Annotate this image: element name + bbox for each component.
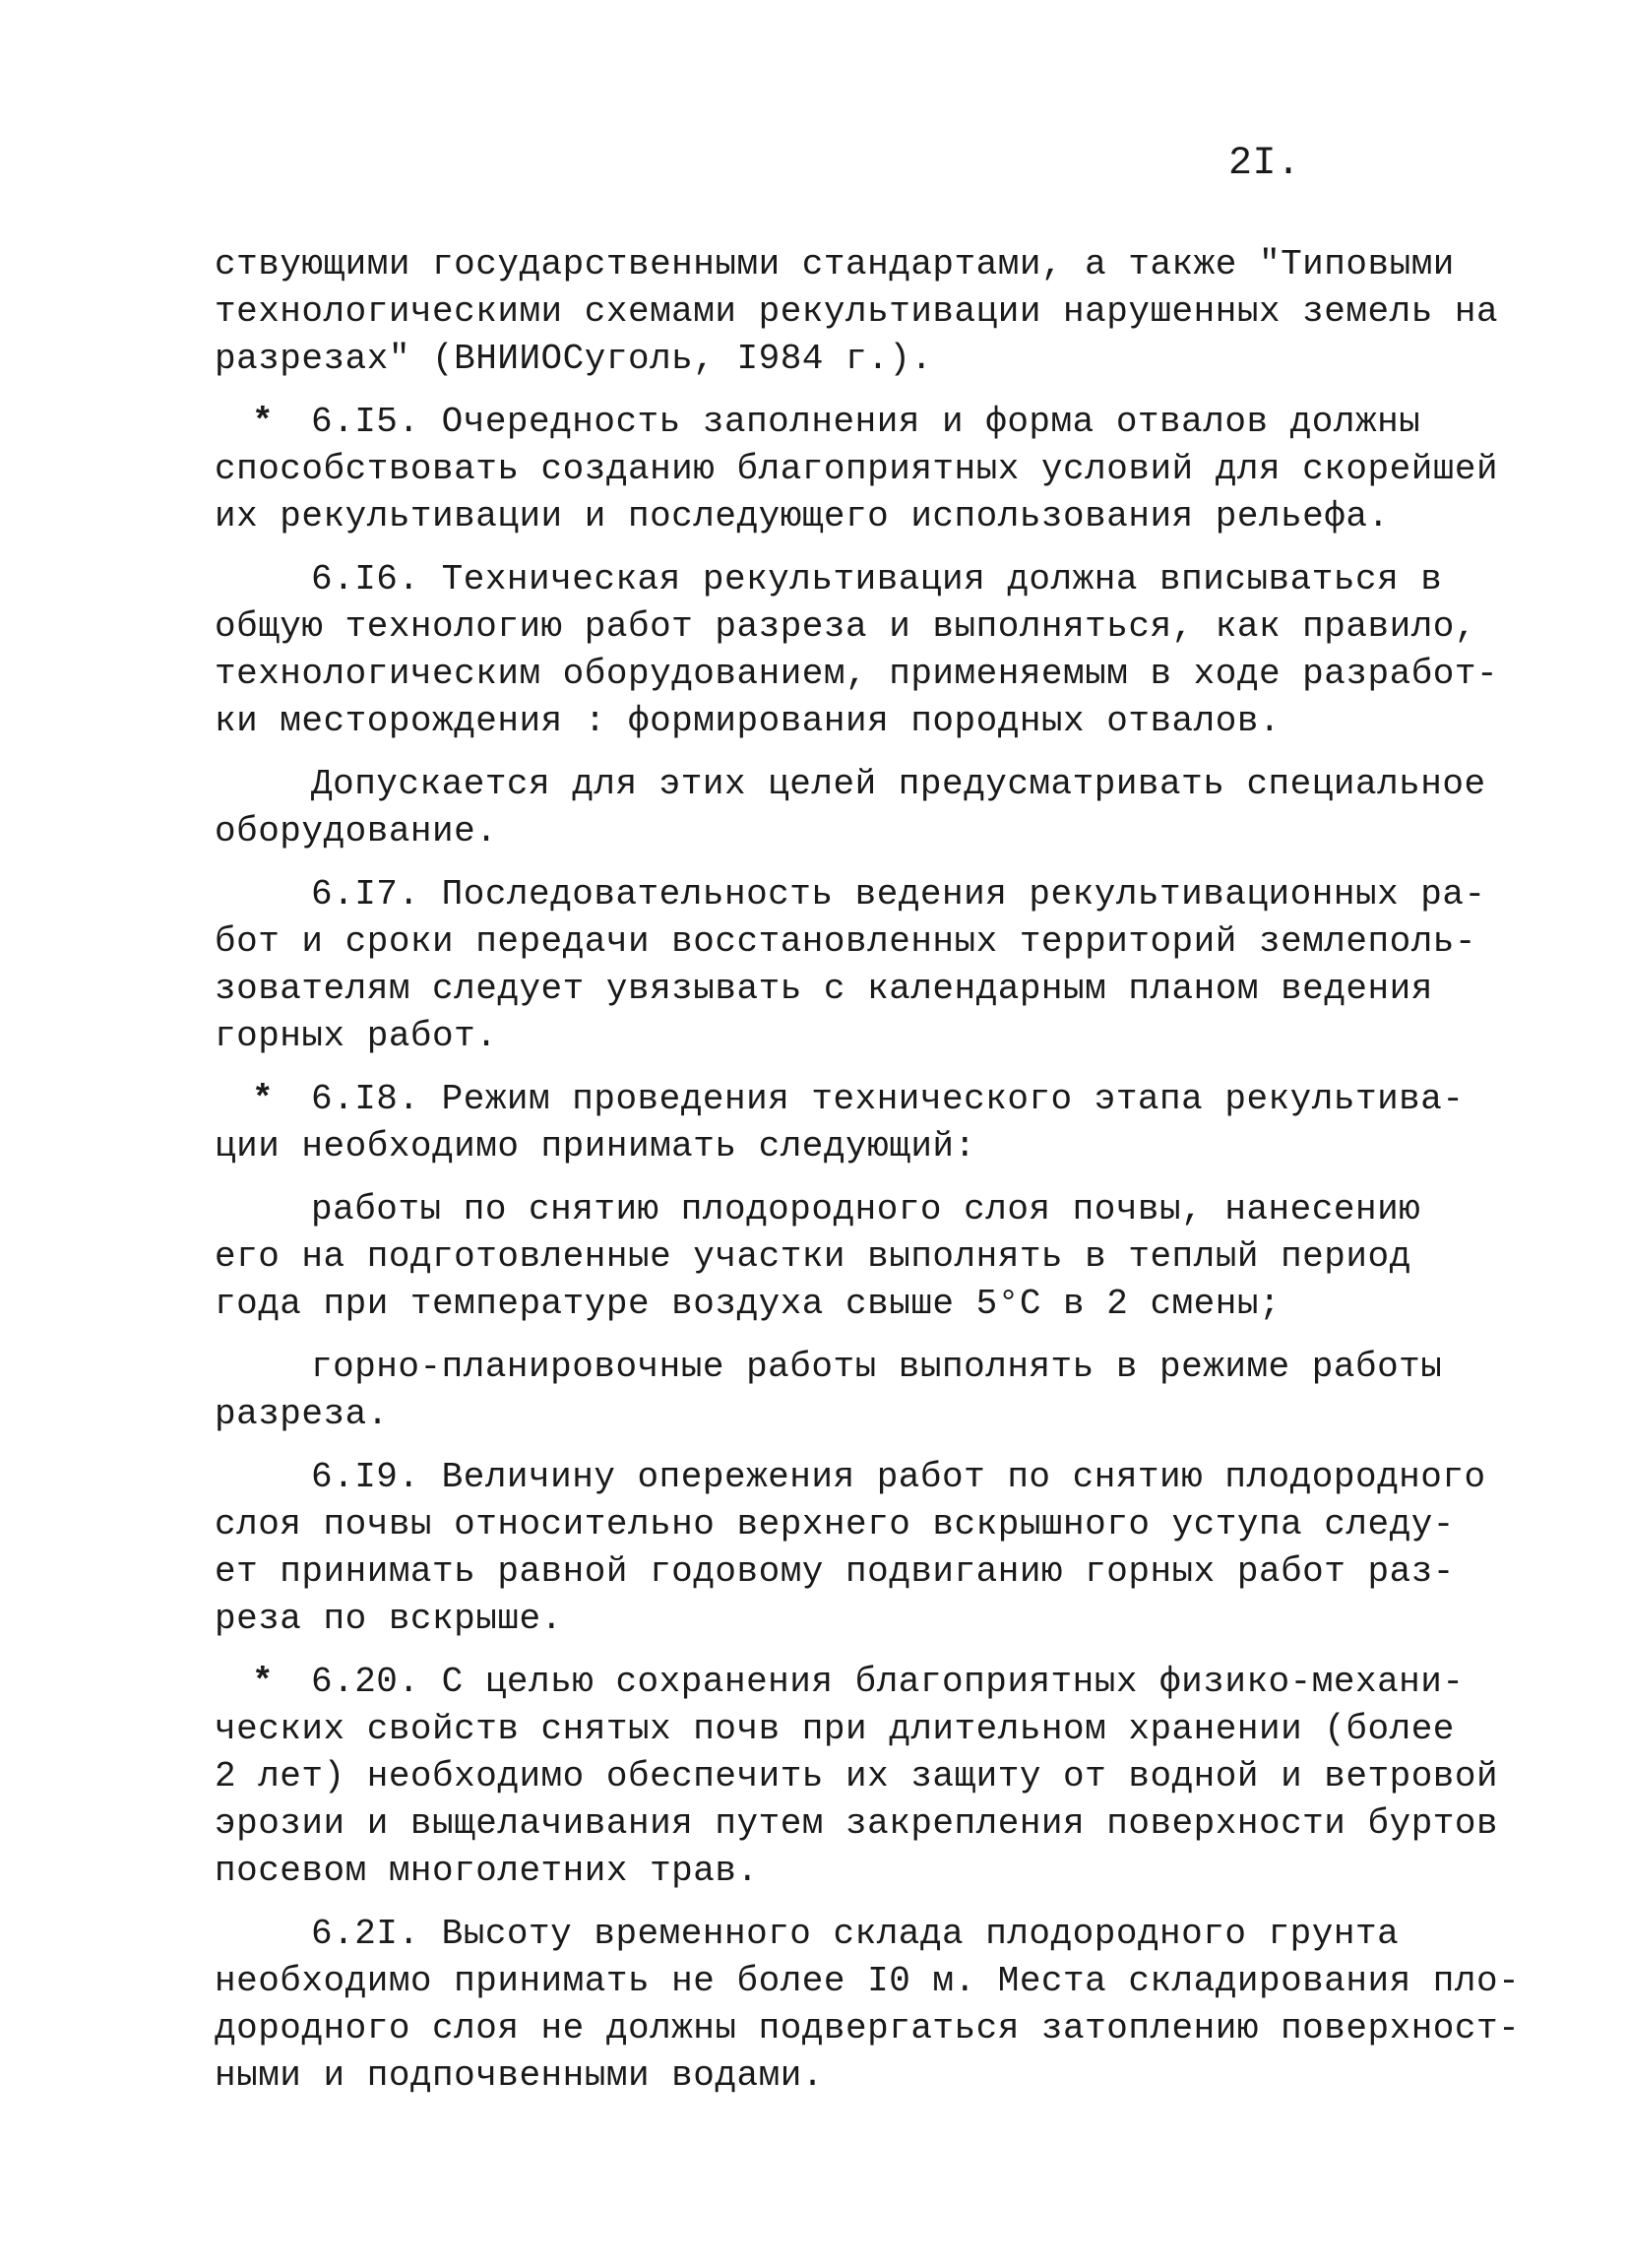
text-line: 6.I6. Техническая рекультивация должна вписываться в [311, 559, 1443, 599]
text-line: ными и подпочвенными водами. [215, 2055, 824, 2096]
text-line: необходимо принимать не более I0 м. Места складирования пло- [215, 1961, 1521, 2001]
paragraph-soil-removal [215, 1186, 1425, 1328]
paragraph-allowance [215, 761, 1486, 855]
paragraph-6-21 [215, 1911, 1521, 2100]
asterisk-mark: * [252, 402, 275, 442]
text-line: посевом многолетних трав. [215, 1851, 759, 1891]
text-line: слоя почвы относительно верхнего вскрышного уступа следу- [215, 1504, 1455, 1544]
text-line: 6.I5. Очередность заполнения и форма отвалов должны [311, 402, 1421, 442]
paragraph-6-17 [215, 871, 1486, 1060]
paragraph-6-19 [215, 1454, 1486, 1643]
text-line: ческих свойств снятых почв при длительном хранении (более [215, 1709, 1455, 1749]
text-line: 6.20. С целью сохранения благоприятных физико-механи- [311, 1662, 1465, 1702]
text-line: его на подготовленные участки выполнять в теплый период [215, 1236, 1411, 1277]
paragraph-6-20 [215, 1659, 1499, 1895]
text-line: 6.I7. Последовательность ведения рекультивационных ра- [311, 874, 1486, 914]
paragraph-continuation [215, 241, 1499, 383]
text-line: их рекультивации и последующего использования рельефа. [215, 496, 1390, 536]
text-line: Допускается для этих целей предусматривать специальное [311, 764, 1486, 804]
text-line: дородного слоя не должны подвергаться затоплению поверхност- [215, 2008, 1521, 2048]
text-line: разреза. [215, 1394, 389, 1434]
text-line: оборудование. [215, 811, 498, 851]
paragraph-6-15 [215, 399, 1499, 540]
text-line: реза по вскрыше. [215, 1599, 563, 1639]
text-line: технологическими схемами рекультивации нарушенных земель на [215, 291, 1499, 332]
asterisk-mark: * [252, 1662, 275, 1702]
text-line: горных работ. [215, 1016, 498, 1056]
text-line: ет принимать равной годовому подвиганию горных работ раз- [215, 1551, 1455, 1592]
text-line: 6.I8. Режим проведения технического этапа рекультива- [311, 1079, 1465, 1119]
text-line: 2 лет) необходимо обеспечить их защиту от водной и ветровой [215, 1756, 1499, 1796]
paragraph-6-16 [215, 556, 1499, 745]
text-line: общую технологию работ разреза и выполняться, как правило, [215, 606, 1477, 647]
text-line: ки месторождения : формирования породных отвалов. [215, 701, 1282, 741]
page-number: 2I. [1228, 142, 1301, 186]
text-line: разрезах" (ВНИИОСуголь, I984 г.). [215, 339, 933, 379]
paragraph-6-18 [215, 1076, 1465, 1170]
text-line: года при температуре воздуха свыше 5°С в 2 смены; [215, 1284, 1282, 1324]
text-line: эрозии и выщелачивания путем закрепления поверхности буртов [215, 1803, 1499, 1844]
text-line: бот и сроки передачи восстановленных территорий землеполь- [215, 921, 1477, 962]
paragraph-grading-works [215, 1344, 1443, 1438]
text-line: 6.2I. Высоту временного склада плодородного грунта [311, 1914, 1400, 1954]
text-line: ствующими государственными стандартами, а также "Типовыми [215, 244, 1455, 284]
text-line: способствовать созданию благоприятных условий для скорейшей [215, 449, 1499, 489]
text-line: технологическим оборудованием, применяемым в ходе разработ- [215, 654, 1499, 694]
text-line: горно-планировочные работы выполнять в режиме работы [311, 1347, 1443, 1387]
text-line: работы по снятию плодородного слоя почвы, нанесению [311, 1189, 1421, 1229]
text-line: зователям следует увязывать с календарным планом ведения [215, 969, 1433, 1009]
asterisk-mark: * [252, 1079, 275, 1119]
text-line: ции необходимо принимать следующий: [215, 1126, 976, 1166]
text-line: 6.I9. Величину опережения работ по снятию плодородного [311, 1457, 1486, 1497]
body-text [215, 241, 1521, 2115]
